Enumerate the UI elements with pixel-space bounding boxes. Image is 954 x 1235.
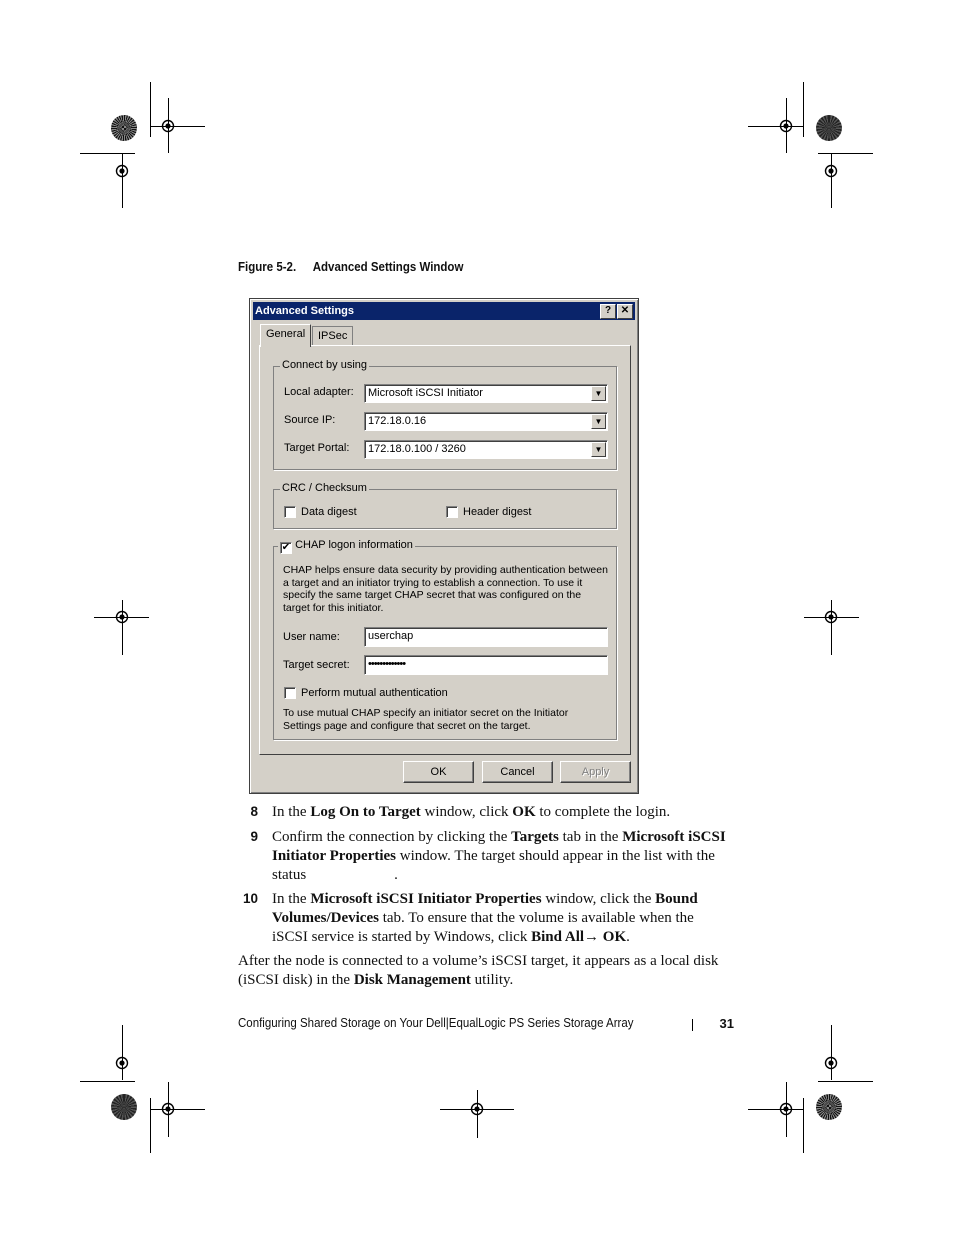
- ui-term: Log On to Target: [310, 804, 421, 820]
- ui-term: Microsoft iSCSI Initiator Properties: [310, 891, 542, 907]
- registration-target-icon: [114, 609, 130, 625]
- source-ip-value: 172.18.0.16: [368, 415, 427, 427]
- step-text: .: [626, 928, 630, 945]
- chap-logon-group: [273, 539, 617, 740]
- ok-button[interactable]: OK: [403, 761, 474, 783]
- target-portal-select[interactable]: [364, 440, 608, 459]
- registration-target-icon: [778, 118, 794, 134]
- step-text: .: [394, 866, 398, 883]
- registration-target-icon: [778, 1101, 794, 1117]
- source-ip-select[interactable]: [364, 412, 608, 431]
- step-text: tab. To ensure that the volume is available when the iSCSI service is started by Windows, click: [272, 909, 694, 945]
- registration-target-icon: [114, 163, 130, 179]
- step-8: [238, 803, 728, 822]
- chap-checkbox[interactable]: ✔: [281, 542, 291, 553]
- chap-legend-label: CHAP logon information: [295, 539, 413, 551]
- local-adapter-label: Local adapter:: [284, 386, 354, 398]
- figure-title: Advanced Settings Window: [312, 260, 464, 274]
- connect-by-using-group: [273, 359, 617, 470]
- step-text: Confirm the connection by clicking the: [272, 829, 512, 845]
- registration-target-icon: [823, 609, 839, 625]
- step-number: 8: [250, 804, 258, 819]
- starburst-icon: [111, 1094, 137, 1120]
- paragraph-text: After the node is connected to a volume’s iSCSI target, it appears as a local disk (iSCSI disk) in the: [238, 953, 719, 988]
- step-text: In the: [272, 804, 311, 820]
- header-digest-checkbox[interactable]: [446, 506, 458, 518]
- step-9: [238, 828, 728, 884]
- registration-target-icon: [160, 1101, 176, 1117]
- dropdown-arrow-icon[interactable]: ▼: [591, 414, 606, 429]
- advanced-settings-dialog: [249, 298, 639, 794]
- close-button[interactable]: ✕: [617, 304, 633, 319]
- general-tab-panel: [259, 345, 631, 755]
- step-text: window, click: [420, 804, 513, 820]
- step-text: window, click the: [541, 891, 656, 907]
- footer-title: Configuring Shared Storage on Your Dell|EqualLogic PS Series Storage Array: [238, 1016, 634, 1030]
- step-10: [238, 890, 728, 946]
- starburst-icon: [816, 115, 842, 141]
- starburst-icon: [816, 1094, 842, 1120]
- cancel-button[interactable]: Cancel: [482, 761, 553, 783]
- chap-legend: [278, 539, 415, 554]
- registration-target-icon: [160, 118, 176, 134]
- target-portal-label: Target Portal:: [284, 442, 350, 454]
- figure-label: Figure 5-2.: [238, 260, 297, 274]
- ui-term: Disk Management: [353, 971, 471, 988]
- footer-separator: [692, 1019, 693, 1031]
- ui-term: OK: [602, 928, 627, 945]
- local-adapter-value: Microsoft iSCSI Initiator: [368, 387, 483, 399]
- target-secret-input[interactable]: •••••••••••••: [364, 655, 608, 675]
- header-digest-label: Header digest: [463, 506, 532, 518]
- figure-caption: [238, 260, 463, 274]
- step-text: tab in the: [558, 829, 623, 845]
- crc-checksum-group: [273, 482, 617, 529]
- dropdown-arrow-icon[interactable]: ▼: [591, 386, 606, 401]
- tab-ipsec[interactable]: IPSec: [312, 326, 353, 346]
- group-legend: Connect by using: [282, 359, 367, 371]
- ui-term: Bound Volumes/Devices: [272, 891, 698, 926]
- registration-target-icon: [823, 163, 839, 179]
- paragraph-text: utility.: [470, 971, 514, 988]
- registration-target-icon: [823, 1055, 839, 1071]
- registration-target-icon: [469, 1101, 485, 1117]
- user-name-label: User name:: [283, 631, 340, 643]
- ui-term: Bind All: [531, 928, 585, 945]
- mutual-auth-description: To use mutual CHAP specify an initiator secret on the Initiator Settings page and configure that secret on the target.: [283, 707, 569, 732]
- data-digest-checkbox[interactable]: [284, 506, 296, 518]
- group-legend: CRC / Checksum: [282, 482, 367, 494]
- step-text: In the: [272, 891, 311, 907]
- registration-target-icon: [114, 1055, 130, 1071]
- step-text: window. The target should appear in the list with the status: [272, 847, 715, 883]
- step-number: 10: [242, 891, 258, 906]
- body-paragraph: [238, 952, 733, 990]
- ui-term: Targets: [511, 829, 559, 845]
- tab-general[interactable]: General: [260, 324, 311, 347]
- arrow-icon: →: [584, 928, 603, 945]
- dialog-titlebar: [253, 302, 635, 320]
- local-adapter-select[interactable]: [364, 384, 608, 403]
- target-portal-value: 172.18.0.100 / 3260: [368, 443, 466, 455]
- target-secret-label: Target secret:: [283, 659, 350, 671]
- help-button[interactable]: ?: [600, 304, 616, 319]
- step-number: 9: [250, 829, 258, 844]
- page-number: 31: [719, 1016, 734, 1031]
- starburst-icon: [111, 115, 137, 141]
- dialog-title: Advanced Settings: [255, 305, 355, 317]
- step-text: to complete the login.: [535, 804, 671, 820]
- apply-button[interactable]: Apply: [560, 761, 631, 783]
- ui-term: OK: [512, 804, 536, 820]
- mutual-auth-checkbox[interactable]: [284, 687, 296, 699]
- mutual-auth-label: Perform mutual authentication: [301, 687, 448, 699]
- dropdown-arrow-icon[interactable]: ▼: [591, 442, 606, 457]
- data-digest-label: Data digest: [301, 506, 357, 518]
- ui-term: Microsoft iSCSI Initiator Properties: [272, 829, 726, 864]
- chap-description: CHAP helps ensure data security by providing authentication between a target and an initiator trying to establish a connection. To use it specify the same target CHAP secret that was configured on the target for this initiator.: [283, 564, 608, 614]
- source-ip-label: Source IP:: [284, 414, 336, 426]
- user-name-input[interactable]: userchap: [364, 627, 608, 647]
